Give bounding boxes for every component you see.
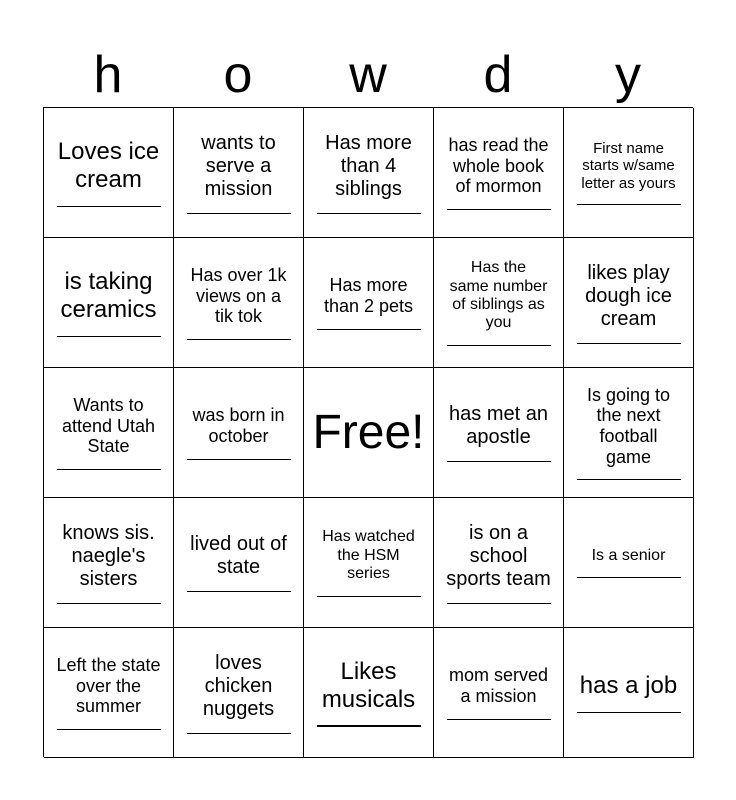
bingo-cell[interactable] [174, 628, 304, 758]
signature-line [317, 203, 421, 214]
bingo-board [43, 107, 693, 757]
signature-line [57, 196, 161, 207]
bingo-cell[interactable] [44, 108, 174, 238]
bingo-cell[interactable] [44, 368, 174, 498]
bingo-cell[interactable] [44, 238, 174, 368]
bingo-cell-text: Has the same number of siblings as you [449, 259, 548, 332]
signature-line [187, 329, 291, 340]
bingo-cell[interactable] [564, 368, 694, 498]
header-letter-d: d [483, 46, 513, 104]
signature-line [187, 723, 291, 734]
header-letter-h: h [93, 46, 123, 104]
bingo-cell-text: has read the whole book of mormon [448, 134, 549, 197]
bingo-cell-text: Loves ice cream [57, 138, 160, 193]
bingo-cell-text: was born in october [192, 405, 285, 446]
bingo-cell[interactable] [44, 628, 174, 758]
bingo-cell-text: Has more than 2 pets [323, 275, 414, 316]
signature-line [187, 449, 291, 460]
bingo-header [43, 44, 693, 106]
signature-line [447, 709, 551, 720]
bingo-cell[interactable] [434, 238, 564, 368]
header-letter-w: w [349, 46, 387, 104]
bingo-cell[interactable] [174, 498, 304, 628]
bingo-cell[interactable] [564, 238, 694, 368]
signature-line [577, 333, 681, 344]
bingo-cell-text: Wants to attend Utah State [61, 394, 156, 457]
bingo-cell-text: Is going to the next football game [586, 384, 671, 467]
bingo-cell-text: First name starts w/same letter as yours [581, 140, 676, 192]
signature-line [187, 581, 291, 592]
bingo-cell-text: is on a school sports team [446, 521, 551, 590]
bingo-cell[interactable] [44, 498, 174, 628]
free-space-label: Free! [312, 405, 425, 459]
bingo-cell[interactable] [304, 108, 434, 238]
signature-line [317, 586, 421, 597]
bingo-cell[interactable] [434, 108, 564, 238]
signature-line [577, 469, 681, 480]
signature-line [57, 593, 161, 604]
signature-line [57, 326, 161, 337]
bingo-cell[interactable] [304, 498, 434, 628]
bingo-cell[interactable] [434, 628, 564, 758]
bingo-cell-text: mom served a mission [448, 665, 549, 706]
bingo-cell-text: has a job [579, 672, 678, 700]
bingo-cell[interactable] [564, 498, 694, 628]
bingo-cell-text: knows sis. naegle's sisters [62, 521, 155, 590]
bingo-cell-text: Has watched the HSM series [322, 528, 415, 583]
bingo-cell[interactable] [434, 498, 564, 628]
header-letter-y: y [615, 46, 641, 104]
bingo-cell[interactable] [174, 108, 304, 238]
signature-line [57, 719, 161, 730]
signature-line [317, 319, 421, 330]
bingo-cell-text: wants to serve a mission [201, 131, 276, 200]
bingo-cell[interactable] [304, 628, 434, 758]
signature-line [447, 335, 551, 346]
signature-line [577, 702, 681, 713]
bingo-cell[interactable] [564, 108, 694, 238]
bingo-cell-text: Likes musicals [321, 657, 416, 713]
bingo-cell[interactable] [434, 368, 564, 498]
bingo-cell[interactable] [564, 628, 694, 758]
bingo-cell-text: likes play dough ice cream [585, 261, 672, 330]
bingo-cell-text: Is a senior [591, 546, 666, 564]
bingo-cell-text: lived out of state [190, 533, 287, 578]
bingo-cell-text: Has more than 4 siblings [325, 131, 412, 200]
bingo-free-space[interactable] [304, 368, 434, 498]
bingo-cell[interactable] [174, 238, 304, 368]
header-letter-o: o [223, 46, 253, 104]
signature-line [187, 203, 291, 214]
bingo-cell[interactable] [174, 368, 304, 498]
bingo-cell-text: is taking ceramics [60, 268, 157, 323]
signature-line [447, 199, 551, 210]
bingo-cell-text: loves chicken nuggets [202, 651, 275, 720]
signature-line [577, 194, 681, 205]
bingo-cell-text: has met an apostle [449, 403, 548, 448]
signature-line [447, 451, 551, 462]
signature-line [57, 459, 161, 470]
signature-line [447, 593, 551, 604]
bingo-cell-text: Has over 1k views on a tik tok [190, 264, 287, 327]
bingo-cell[interactable] [304, 238, 434, 368]
signature-line [317, 715, 421, 727]
signature-line [577, 567, 681, 578]
bingo-cell-text: Left the state over the summer [56, 654, 161, 717]
